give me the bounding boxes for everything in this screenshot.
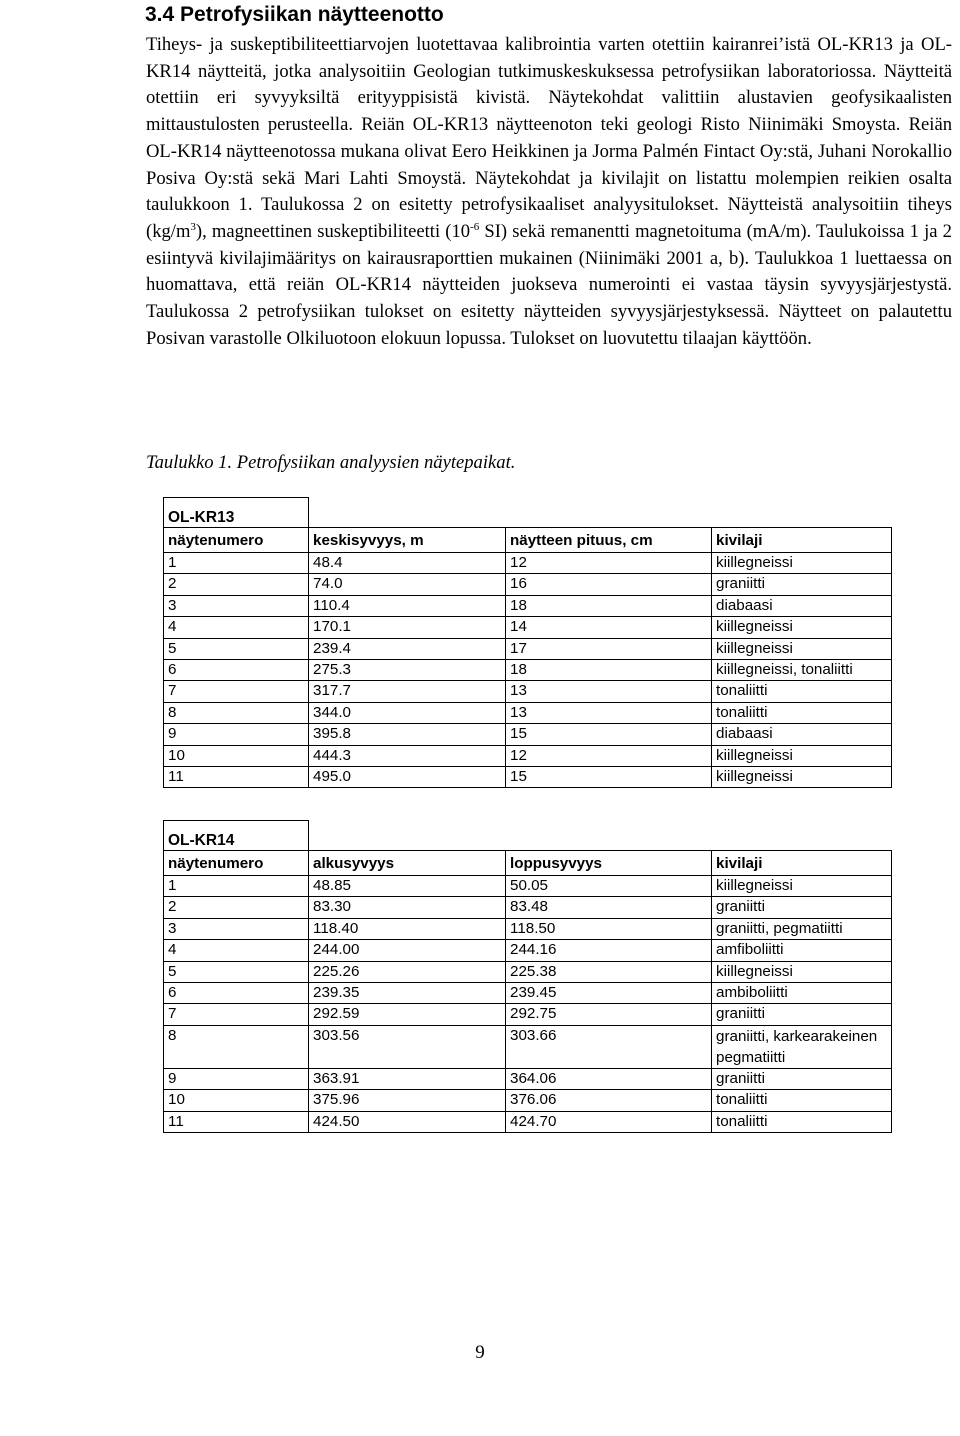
table-cell: 424.50 <box>309 1111 506 1132</box>
table-cell: 11 <box>164 766 309 787</box>
table-header-row <box>164 528 892 553</box>
table-cell: 2 <box>164 897 309 918</box>
table-cell: graniitti, karkearakeinen pegmatiitti <box>712 1025 892 1068</box>
table-cell: diabaasi <box>712 595 892 616</box>
table-cell: 303.56 <box>309 1025 506 1068</box>
table-row <box>164 982 892 1003</box>
table-cell: 50.05 <box>506 876 712 897</box>
table-cell: 74.0 <box>309 574 506 595</box>
body-paragraph <box>146 32 952 352</box>
table-cell: 244.16 <box>506 940 712 961</box>
table-cell: 444.3 <box>309 745 506 766</box>
table-row <box>164 897 892 918</box>
table-cell: amfiboliitti <box>712 940 892 961</box>
table-cell: 4 <box>164 940 309 961</box>
table-row <box>164 553 892 574</box>
table-cell: 18 <box>506 659 712 680</box>
table-row <box>164 1025 892 1068</box>
table-row <box>164 638 892 659</box>
paragraph-text-part-2: ), magneettinen suskeptibiliteetti (10 <box>195 220 471 242</box>
table-cell: 275.3 <box>309 659 506 680</box>
table-cell: kiillegneissi <box>712 876 892 897</box>
table-cell: 317.7 <box>309 681 506 702</box>
table-cell: 11 <box>164 1111 309 1132</box>
table-cell: 7 <box>164 1004 309 1025</box>
table-row <box>164 724 892 745</box>
table-cell: 13 <box>506 681 712 702</box>
table-cell: 1 <box>164 553 309 574</box>
table-cell: 303.66 <box>506 1025 712 1068</box>
table-cell: 16 <box>506 574 712 595</box>
superscript-exponent: -6 <box>470 220 480 233</box>
table-row <box>164 1004 892 1025</box>
table-cell: 4 <box>164 617 309 638</box>
paragraph-text-part-3: SI) sekä remanentti magnetoituma (mA/m). Taulukoissa 1 ja 2 esiintyvä kivilajimääritys on kairausraporttien mukainen (Niinimäki 2001 a, b). Taulukkoa 1 luettaessa on huomattava, että reiän OL-KR14 näytteiden juokseva numerointi ei vastaa täysin syvyysjärjestystä. Taulukossa 2 petrofysiikan tulokset on esitetty näytteiden syvyysjärjestyksessä. Näytteet on palautettu Posivan varastolle Olkiluotoon elokuun lopussa. Tulokset on luovutettu tilaajan käyttöön. <box>146 220 952 349</box>
table-cell: 110.4 <box>309 595 506 616</box>
table-row <box>164 745 892 766</box>
table-cell: 9 <box>164 724 309 745</box>
table-row <box>164 876 892 897</box>
table-cell: 17 <box>506 638 712 659</box>
table-cell: kiillegneissi <box>712 766 892 787</box>
column-header: keskisyvyys, m <box>309 528 506 553</box>
table-cell: tonaliitti <box>712 1090 892 1111</box>
table-cell: kiillegneissi <box>712 617 892 638</box>
paragraph-text-part-1: Tiheys- ja suskeptibiliteettiarvojen luotettavaa kalibrointia varten otettiin kairanrei’istä OL-KR13 ja OL-KR14 näytteitä, jotka analysoitiin Geologian tutkimuskeskuksessa petrofysiikan laboratoriossa. Näytteitä otettiin eri syvyyksiltä erityyppisistä kivistä. Näytekohdat valittiin alustavien geofysikaalisten mittaustulosten perusteella. Reiän OL-KR13 näytteenoton teki geologi Risto Niinimäki Smoysta. Reiän OL-KR14 näytteenotossa mukana olivat Eero Heikkinen ja Jorma Palmén Fintact Oy:stä, Juhani Norokallio Posiva Oy:stä sekä Mari Lahti Smoystä. Näytekohdat ja kivilajit on listattu molempien reikien osalta taulukkoon 1. Taulukossa 2 on esitetty petrofysikaaliset analyysitulokset. Näytteistä analysoitiin tiheys (kg/m <box>146 34 952 242</box>
table-cell: 8 <box>164 1025 309 1068</box>
table-row <box>164 1068 892 1089</box>
table-row <box>164 961 892 982</box>
table-row <box>164 1090 892 1111</box>
table-ol-kr13 <box>163 497 892 788</box>
table-cell: tonaliitti <box>712 1111 892 1132</box>
table-cell: 292.59 <box>309 1004 506 1025</box>
table-cell: diabaasi <box>712 724 892 745</box>
table-title-row <box>164 821 892 851</box>
page-number: 9 <box>475 1342 485 1363</box>
table-row <box>164 617 892 638</box>
table-cell: graniitti <box>712 574 892 595</box>
table-title: OL-KR14 <box>164 821 309 851</box>
table-cell: 495.0 <box>309 766 506 787</box>
table-cell: 118.50 <box>506 918 712 939</box>
table-cell: 18 <box>506 595 712 616</box>
column-header: kivilaji <box>712 851 892 876</box>
table-cell: 395.8 <box>309 724 506 745</box>
column-header: alkusyvyys <box>309 851 506 876</box>
table-cell: 424.70 <box>506 1111 712 1132</box>
table-cell: 8 <box>164 702 309 723</box>
table-cell: graniitti, pegmatiitti <box>712 918 892 939</box>
table-cell: 2 <box>164 574 309 595</box>
table-row <box>164 702 892 723</box>
table-cell: 364.06 <box>506 1068 712 1089</box>
table-cell: 9 <box>164 1068 309 1089</box>
table-cell: 48.4 <box>309 553 506 574</box>
table-cell: 118.40 <box>309 918 506 939</box>
table-cell: kiillegneissi <box>712 553 892 574</box>
table-row <box>164 1111 892 1132</box>
table-cell: tonaliitti <box>712 702 892 723</box>
table-cell: 83.30 <box>309 897 506 918</box>
table-cell: 292.75 <box>506 1004 712 1025</box>
table-cell: 10 <box>164 1090 309 1111</box>
table-cell: 6 <box>164 659 309 680</box>
table-cell: 376.06 <box>506 1090 712 1111</box>
table-cell: 15 <box>506 724 712 745</box>
table-title-spacer <box>309 498 506 528</box>
column-header: kivilaji <box>712 528 892 553</box>
table-cell: kiillegneissi <box>712 961 892 982</box>
table-cell: 239.35 <box>309 982 506 1003</box>
superscript-cubic: 3 <box>190 220 196 233</box>
table-cell: graniitti <box>712 1004 892 1025</box>
section-title: 3.4 Petrofysiikan näytteenotto <box>145 3 444 26</box>
table-cell: 225.38 <box>506 961 712 982</box>
table-title-spacer <box>506 821 712 851</box>
column-header: loppusyvyys <box>506 851 712 876</box>
table-cell: kiillegneissi <box>712 638 892 659</box>
table-cell: 170.1 <box>309 617 506 638</box>
table-title-spacer <box>506 498 712 528</box>
table-caption: Taulukko 1. Petrofysiikan analyysien näytepaikat. <box>146 452 516 473</box>
table-cell: 344.0 <box>309 702 506 723</box>
table-cell: 239.4 <box>309 638 506 659</box>
table-row <box>164 766 892 787</box>
table-row <box>164 940 892 961</box>
table-ol-kr14 <box>163 820 892 1133</box>
table-cell: 6 <box>164 982 309 1003</box>
table-cell: 5 <box>164 961 309 982</box>
table-cell: 14 <box>506 617 712 638</box>
table-row <box>164 918 892 939</box>
table-cell: kiillegneissi <box>712 745 892 766</box>
table-cell: 10 <box>164 745 309 766</box>
table-cell: 12 <box>506 553 712 574</box>
table-cell: 363.91 <box>309 1068 506 1089</box>
table-row <box>164 659 892 680</box>
table-cell: 83.48 <box>506 897 712 918</box>
table-title-spacer <box>712 821 892 851</box>
table-row <box>164 574 892 595</box>
table-cell: 5 <box>164 638 309 659</box>
table-cell: kiillegneissi, tonaliitti <box>712 659 892 680</box>
table-cell: 239.45 <box>506 982 712 1003</box>
table-row <box>164 681 892 702</box>
table-cell: 225.26 <box>309 961 506 982</box>
table-title-spacer <box>712 498 892 528</box>
table-header-row <box>164 851 892 876</box>
table-cell: 12 <box>506 745 712 766</box>
table-cell: 15 <box>506 766 712 787</box>
table-title: OL-KR13 <box>164 498 309 528</box>
column-header: näytenumero <box>164 528 309 553</box>
column-header: näytteen pituus, cm <box>506 528 712 553</box>
table-cell: 1 <box>164 876 309 897</box>
table-cell: graniitti <box>712 897 892 918</box>
table-title-spacer <box>309 821 506 851</box>
table-cell: 3 <box>164 595 309 616</box>
table-cell: 13 <box>506 702 712 723</box>
table-row <box>164 595 892 616</box>
column-header: näytenumero <box>164 851 309 876</box>
table-title-row <box>164 498 892 528</box>
table-cell: 244.00 <box>309 940 506 961</box>
table-cell: ambiboliitti <box>712 982 892 1003</box>
table-cell: 48.85 <box>309 876 506 897</box>
table-cell: 3 <box>164 918 309 939</box>
table-cell: 375.96 <box>309 1090 506 1111</box>
table-cell: tonaliitti <box>712 681 892 702</box>
table-cell: graniitti <box>712 1068 892 1089</box>
table-cell: 7 <box>164 681 309 702</box>
